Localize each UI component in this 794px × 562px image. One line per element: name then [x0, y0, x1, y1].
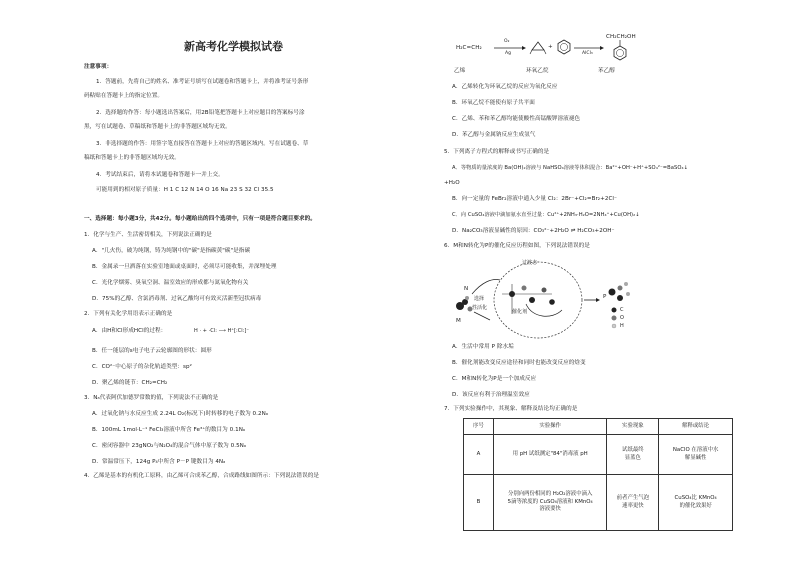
- header-phenomenon: 实验现象: [607, 419, 659, 435]
- q5-option-a-cont: +H₂O: [444, 180, 460, 186]
- legend-o: O: [620, 315, 624, 321]
- header-operation: 实验操作: [493, 419, 607, 435]
- q1-option-a: A．"几火伤，破为纯钢，铸为纯钢中的"碳"是指碳黄"碳"是指碳: [92, 248, 251, 254]
- label-selective: 选择: [474, 296, 485, 302]
- q6-option-b: B．催化剂能改变反应途径和同时也能改变反应的焓变: [452, 360, 586, 366]
- q3-option-b: B．100mL 1mol·L⁻¹ FeCl₃溶液中所含 Fe³⁺的数目为 0.1Nₐ: [92, 427, 246, 433]
- notice-line: 3．非选择题的作答：用签字笔直接答在答题卡上对应的答题区域内。写在试题卷、草: [96, 141, 309, 147]
- header-id: 序号: [464, 419, 494, 435]
- q2-option-d: D．聚乙烯的链节：CH₂=CH₂: [92, 380, 168, 386]
- section-heading: 一、选择题：每小题3分，共42分。每小题给出的四个选项中，只有一项是符合题目要求的。: [84, 216, 316, 222]
- row-conclusion: NaClO 在溶液中水 解显碱性: [659, 435, 733, 475]
- notice-line: 1．答题前，先将自己的姓名、准考证号填写在试题卷和答题卡上，并将准考证号条形: [96, 79, 309, 85]
- q2-option-b: B．任一能层的s电子电子云轮廓图的形状：圆形: [92, 348, 212, 354]
- compound-name: 苯乙醇: [598, 68, 615, 74]
- q3-option-a: A．过氧化钠与水反应生成 2.24L O₂(标况下)时转移的电子数为 0.2Nₐ: [92, 411, 269, 417]
- q4-option-a: A．乙烯转化为环氧乙烷的反应为氧化反应: [452, 84, 558, 90]
- label-n: N: [464, 286, 469, 292]
- row-id: A: [464, 435, 494, 475]
- label-activation: 性活化: [472, 305, 488, 311]
- label-p: P: [603, 294, 607, 300]
- table-header-row: [464, 419, 733, 435]
- ethylene-formula: H₂C=CH₂: [456, 45, 482, 51]
- question-3: 3．Nₐ代表阿伏加德罗常数的值，下列说法不正确的是: [84, 395, 219, 401]
- row-phenomenon: 前者产生气泡 速率更快: [607, 475, 659, 531]
- notice-heading: 注意事项：: [84, 64, 113, 70]
- legend-h: H: [620, 323, 624, 329]
- notice-line: 4．考试结束后，请将本试题卷和答题卡一并上交。: [96, 172, 224, 178]
- reagent-o2: O₂: [504, 39, 510, 44]
- row-conclusion: CuSO₄比 KMnO₄ 的催化效果好: [659, 475, 733, 531]
- notice-line: 稿纸和答题卡上的非答题区域均无效。: [84, 155, 180, 161]
- question-6: 6．M和N转化为P的催化反应历程如图，下列说法错误的是: [444, 243, 590, 249]
- label-catalyst: 催化剂: [512, 309, 528, 315]
- reagent-ag: Ag: [505, 51, 512, 56]
- table-row: [464, 475, 733, 531]
- row-operation: 用 pH 试纸测定"84"消毒液 pH: [493, 435, 607, 475]
- q6-option-c: C．M和N转化为P是一个加成反应: [452, 376, 537, 382]
- notice-line: 码粘贴在答题卡上的指定位置。: [84, 93, 164, 99]
- q4-option-d: D．苯乙醇与金属钠反应生成氢气: [452, 132, 536, 138]
- compound-name: 环氧乙烷: [526, 68, 549, 74]
- header-conclusion: 解释或结论: [659, 419, 733, 435]
- q1-option-b: B．金属录一旦洒落在实验室地面或桌面时，必须尽可能收集，并深埋处理: [92, 264, 277, 270]
- q5-option-d: D．Na₂CO₃溶液显碱性的原因：CO₃²⁻+2H₂O ⇌ H₂CO₃+2OH⁻: [452, 228, 615, 234]
- row-phenomenon: 试纸最终 显蓝色: [607, 435, 659, 475]
- q1-option-d: D．75%的乙醇、含氯消毒剂、过氧乙酸均可有效灭活新型冠状病毒: [92, 296, 262, 302]
- q3-option-c: C．密闭容器中 23gNO₂与N₂O₄的混合气体中原子数为 0.5Nₐ: [92, 443, 247, 449]
- q4-option-b: B．环氧乙烷不能使有原子共平面: [452, 100, 535, 106]
- plus-sign: +: [548, 44, 553, 50]
- q3-option-d: D．常温常压下，124g P₄中所含 P－P 键数目为 4Nₐ: [92, 459, 226, 465]
- legend-c: C: [620, 307, 624, 313]
- notice-line: 2．选择题的作答：每小题选出答案后，用2B铅笔把答题卡上对应题目的答案标号涂: [96, 110, 305, 116]
- q4-option-c: C．乙烯、苯和苯乙醇均能使酸性高锰酸钾溶液褪色: [452, 116, 581, 122]
- row-id: B: [464, 475, 494, 531]
- notice-line: 黑，写在试题卷、草稿纸和答题卡上的非答题区域均无效。: [84, 124, 231, 130]
- alcohol-group: CH₂CH₂OH: [606, 34, 636, 40]
- q6-option-a: A．生活中常用 P 除水垢: [452, 344, 514, 350]
- reagent-alcl3: AlCl₃: [582, 51, 593, 56]
- question-4: 4．乙烯是基本的有机化工原料，由乙烯可合成苯乙醇，合成路线如图所示：下列说法错误的是: [84, 473, 320, 479]
- q2-a-formula: H · + ·Cl: ⟶ H⁺[:Cl:]⁻: [194, 328, 250, 334]
- question-1: 1．化学与生产、生活密切相关，下列说法正确的是: [84, 232, 212, 238]
- q6-option-d: D．该反应有利于治理温室效应: [452, 392, 530, 398]
- question-2: 2．下列有关化学用语表示正确的是: [84, 311, 173, 317]
- q2-option-c: C．CO²⁻中心原子的杂化轨道类型：sp²: [92, 364, 192, 370]
- row-operation: 分别向两份相同的 H₂O₂溶液中滴入 5滴等浓度的 CuSO₄溶液和 KMnO₄ 溶液要快: [493, 475, 607, 531]
- label-transition-state: 过渡态: [522, 260, 538, 266]
- q5-option-a: A．等物质的量浓度的 Ba(OH)₂溶液与 NaHSO₄溶液等体积混合：Ba²⁺+OH⁻+H⁺+SO₄²⁻=BaSO₄↓: [452, 165, 688, 171]
- page-title: 新高考化学模拟试卷: [184, 40, 283, 53]
- q2-option-a: A．由H和Cl形成HCl的过程：: [92, 328, 167, 334]
- q5-option-c: C．向 CuSO₄溶液中滴加氨水直至过量：Cu²⁺+2NH₃·H₂O=2NH₄⁺+Cu(OH)₂↓: [452, 212, 640, 218]
- label-m: M: [456, 318, 461, 324]
- question-7: 7．下列实验操作中，其现象、解释及结论均正确的是: [444, 406, 578, 412]
- table-row: [464, 435, 733, 475]
- q5-option-b: B．向一定量的 FeBr₂溶液中通入少量 Cl₂：2Br⁻+Cl₂=Br₂+2Cl⁻: [452, 196, 618, 202]
- q1-option-c: C．光化学烟雾、臭氧空洞、温室效应的形成都与氮氧化物有关: [92, 280, 249, 286]
- compound-name: 乙烯: [454, 68, 466, 74]
- experiment-table: [463, 418, 733, 531]
- atomic-masses: 可能用到的相对原子质量：H 1 C 12 N 14 O 16 Na 23 S 32 Cl 35.5: [96, 187, 274, 193]
- question-5: 5．下列离子方程式的解释或书写正确的是: [444, 149, 550, 155]
